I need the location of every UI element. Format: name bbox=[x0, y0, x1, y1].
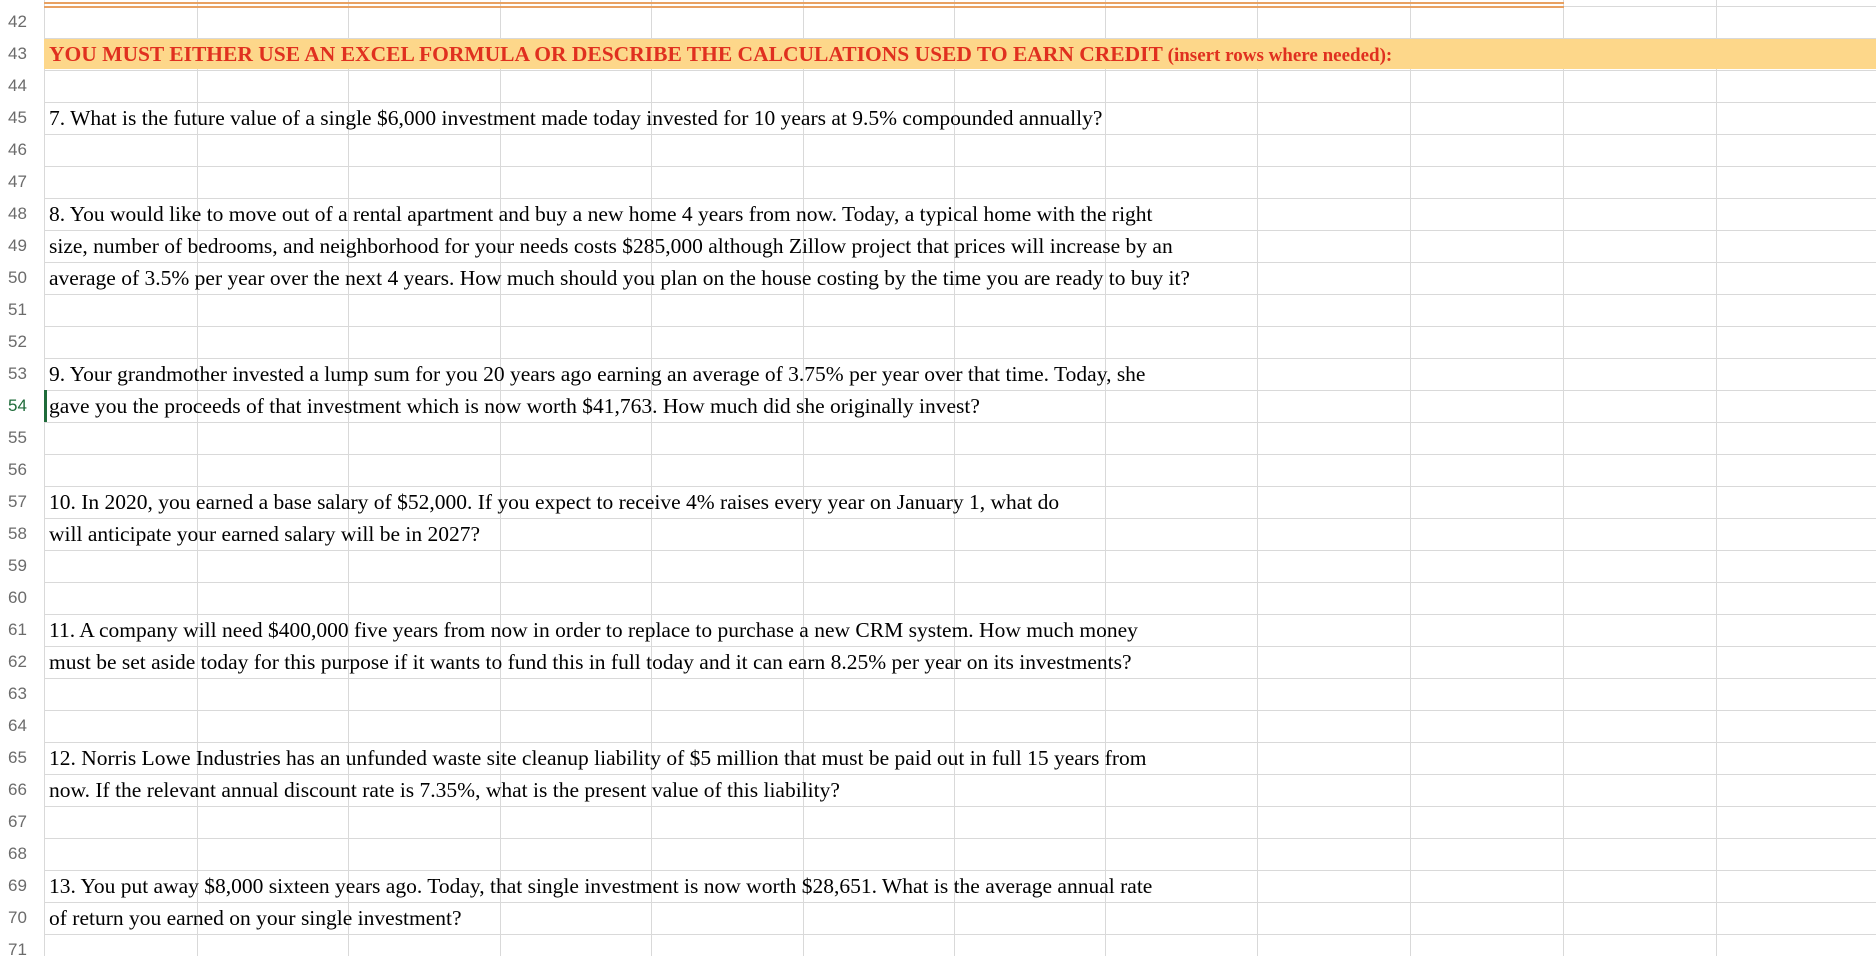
row-66[interactable] bbox=[0, 774, 1876, 806]
row-header[interactable]: 69 bbox=[0, 870, 44, 902]
row-header[interactable]: 51 bbox=[0, 294, 44, 326]
row-45[interactable] bbox=[0, 102, 1876, 134]
row-52[interactable] bbox=[0, 326, 1876, 358]
row-header[interactable]: 58 bbox=[0, 518, 44, 550]
cell-text[interactable]: will anticipate your earned salary will be in 2027? bbox=[49, 522, 481, 546]
row-header[interactable]: 44 bbox=[0, 70, 44, 102]
row-54[interactable] bbox=[0, 390, 1876, 422]
row-49[interactable] bbox=[0, 230, 1876, 262]
row-header[interactable]: 46 bbox=[0, 134, 44, 166]
row-header[interactable]: 49 bbox=[0, 230, 44, 262]
row-header[interactable]: 54 bbox=[0, 390, 44, 422]
row-header[interactable]: 64 bbox=[0, 710, 44, 742]
row-header[interactable]: 70 bbox=[0, 902, 44, 934]
row-44[interactable] bbox=[0, 70, 1876, 102]
row-48[interactable] bbox=[0, 198, 1876, 230]
row-51[interactable] bbox=[0, 294, 1876, 326]
row-header[interactable]: 60 bbox=[0, 582, 44, 614]
row-header[interactable]: 65 bbox=[0, 742, 44, 774]
row-63[interactable] bbox=[0, 678, 1876, 710]
cell-text[interactable]: 13. You put away $8,000 sixteen years ago. Today, that single investment is now worth $28,651. What is the average annual rate bbox=[49, 874, 1153, 898]
row-62[interactable] bbox=[0, 646, 1876, 678]
cell-text[interactable]: 12. Norris Lowe Industries has an unfunded waste site cleanup liability of $5 million that must be paid out in full 15 years from bbox=[49, 746, 1147, 770]
row-67[interactable] bbox=[0, 806, 1876, 838]
row-57[interactable] bbox=[0, 486, 1876, 518]
row-64[interactable] bbox=[0, 710, 1876, 742]
cell-text[interactable]: 8. You would like to move out of a rental apartment and buy a new home 4 years from now. Today, a typical home with the right bbox=[49, 202, 1153, 226]
row-header[interactable]: 61 bbox=[0, 614, 44, 646]
row-47[interactable] bbox=[0, 166, 1876, 198]
cell-text[interactable]: 11. A company will need $400,000 five years from now in order to replace to purchase a new CRM system. How much money bbox=[49, 618, 1138, 642]
row-header[interactable]: 42 bbox=[0, 6, 44, 38]
row-71[interactable] bbox=[0, 934, 1876, 966]
row-header[interactable]: 55 bbox=[0, 422, 44, 454]
row-header[interactable]: 71 bbox=[0, 934, 44, 966]
row-header[interactable]: 56 bbox=[0, 454, 44, 486]
row-header[interactable]: 53 bbox=[0, 358, 44, 390]
row-header[interactable]: 66 bbox=[0, 774, 44, 806]
row-header[interactable]: 67 bbox=[0, 806, 44, 838]
cell-text[interactable]: size, number of bedrooms, and neighborhood for your needs costs $285,000 although Zillow project that prices will increase by an bbox=[49, 234, 1173, 258]
row-header[interactable]: 62 bbox=[0, 646, 44, 678]
row-header[interactable]: 45 bbox=[0, 102, 44, 134]
row-header[interactable]: 43 bbox=[0, 38, 44, 70]
row-60[interactable] bbox=[0, 582, 1876, 614]
row-header[interactable]: 68 bbox=[0, 838, 44, 870]
cell-text[interactable]: 9. Your grandmother invested a lump sum for you 20 years ago earning an average of 3.75% per year over that time. Today, she bbox=[49, 362, 1146, 386]
row-55[interactable] bbox=[0, 422, 1876, 454]
row-61[interactable] bbox=[0, 614, 1876, 646]
row-46[interactable] bbox=[0, 134, 1876, 166]
cell-text[interactable]: 10. In 2020, you earned a base salary of $52,000. If you expect to receive 4% raises every year on January 1, what do bbox=[49, 490, 1060, 514]
cell-text[interactable]: of return you earned on your single investment? bbox=[49, 906, 462, 930]
row-header[interactable]: 63 bbox=[0, 678, 44, 710]
cell-text[interactable]: must be set aside today for this purpose if it wants to fund this in full today and it can earn 8.25% per year on its investments? bbox=[49, 650, 1132, 674]
row-50[interactable] bbox=[0, 262, 1876, 294]
cell-text[interactable]: average of 3.5% per year over the next 4 years. How much should you plan on the house costing by the time you are ready to buy it? bbox=[49, 266, 1190, 290]
row-header[interactable]: 59 bbox=[0, 550, 44, 582]
row-43[interactable] bbox=[0, 38, 1876, 70]
row-header[interactable]: 52 bbox=[0, 326, 44, 358]
row-59[interactable] bbox=[0, 550, 1876, 582]
row-42[interactable] bbox=[0, 6, 1876, 38]
banner-main-text: YOU MUST EITHER USE AN EXCEL FORMULA OR DESCRIBE THE CALCULATIONS USED TO EARN CREDIT bbox=[49, 42, 1163, 66]
active-cell-marker bbox=[44, 390, 47, 422]
instruction-banner-text bbox=[49, 38, 1392, 70]
row-header[interactable]: 48 bbox=[0, 198, 44, 230]
row-68[interactable] bbox=[0, 838, 1876, 870]
row-70[interactable] bbox=[0, 902, 1876, 934]
row-header[interactable]: 57 bbox=[0, 486, 44, 518]
row-56[interactable] bbox=[0, 454, 1876, 486]
cell-text[interactable]: gave you the proceeds of that investment which is now worth $41,763. How much did she originally invest? bbox=[49, 394, 980, 418]
row-header[interactable]: 47 bbox=[0, 166, 44, 198]
row-58[interactable] bbox=[0, 518, 1876, 550]
row-65[interactable] bbox=[0, 742, 1876, 774]
row-53[interactable] bbox=[0, 358, 1876, 390]
orange-border-top bbox=[44, 2, 1564, 4]
row-69[interactable] bbox=[0, 870, 1876, 902]
cell-text[interactable]: 7. What is the future value of a single $6,000 investment made today invested for 10 years at 9.5% compounded annually? bbox=[49, 106, 1103, 130]
row-header[interactable]: 50 bbox=[0, 262, 44, 294]
banner-note-text: (insert rows where needed): bbox=[1162, 45, 1393, 66]
cell-text[interactable]: now. If the relevant annual discount rate is 7.35%, what is the present value of this liability? bbox=[49, 778, 840, 802]
